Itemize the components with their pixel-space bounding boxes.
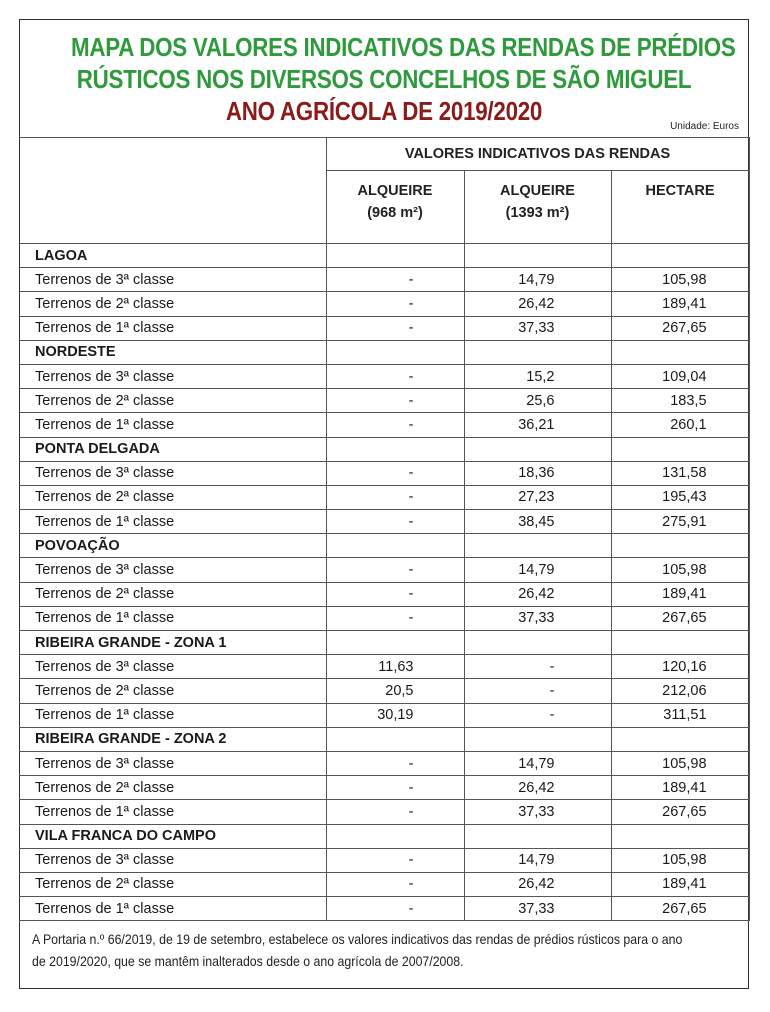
value-alqueire-1393: 14,79 (464, 848, 611, 872)
value-alqueire-968: - (326, 776, 464, 800)
table-row (19, 389, 749, 413)
value-hectare: 105,98 (611, 268, 749, 292)
region-empty-cell (326, 631, 464, 655)
footnote-line-1: A Portaria n.º 66/2019, de 19 de setembro, estabelece os valores indicativos das rendas de prédios rústicos para o ano (32, 931, 683, 947)
value-alqueire-1393: 26,42 (464, 872, 611, 896)
value-hectare: 189,41 (611, 292, 749, 316)
value-alqueire-968: 11,63 (326, 655, 464, 679)
value-alqueire-968: - (326, 316, 464, 340)
region-empty-cell (326, 824, 464, 848)
value-alqueire-968: - (326, 510, 464, 534)
region-empty-cell (326, 534, 464, 558)
column-header-line2: (968 m²) (367, 205, 423, 221)
document-frame (19, 19, 749, 989)
table-row (19, 703, 749, 727)
value-hectare: 189,41 (611, 582, 749, 606)
value-alqueire-968: - (326, 897, 464, 921)
value-alqueire-968: - (326, 606, 464, 630)
value-alqueire-1393: 36,21 (464, 413, 611, 437)
region-empty-cell (464, 534, 611, 558)
region-empty-cell (464, 244, 611, 268)
value-hectare: 105,98 (611, 558, 749, 582)
value-alqueire-1393: 25,6 (464, 389, 611, 413)
table-row (19, 897, 749, 921)
column-header-line2: (1393 m²) (505, 205, 570, 221)
value-alqueire-968: - (326, 364, 464, 388)
row-label: Terrenos de 2ª classe (19, 872, 326, 896)
column-header-hectare (611, 171, 749, 244)
header (20, 20, 748, 137)
region-name: PONTA DELGADA (19, 437, 326, 461)
row-label: Terrenos de 1ª classe (19, 800, 326, 824)
region-empty-cell (464, 437, 611, 461)
table-row (19, 655, 749, 679)
region-row (19, 824, 749, 848)
row-label: Terrenos de 1ª classe (19, 897, 326, 921)
column-header-line1: ALQUEIRE (500, 183, 575, 199)
value-hectare: 267,65 (611, 897, 749, 921)
value-alqueire-968: - (326, 292, 464, 316)
value-alqueire-1393: 26,42 (464, 292, 611, 316)
footnote-line-2: de 2019/2020, que se mantêm inalterados desde o ano agrícola de 2007/2008. (32, 953, 464, 969)
column-header-line1: HECTARE (645, 183, 715, 199)
value-alqueire-1393: - (464, 679, 611, 703)
value-alqueire-968: - (326, 485, 464, 509)
title-line-2: RÚSTICOS NOS DIVERSOS CONCELHOS DE SÃO MIGUEL (76, 64, 692, 94)
row-label: Terrenos de 2ª classe (19, 582, 326, 606)
table-row (19, 364, 749, 388)
value-alqueire-1393: 18,36 (464, 461, 611, 485)
value-alqueire-1393: 27,23 (464, 485, 611, 509)
row-label: Terrenos de 2ª classe (19, 679, 326, 703)
column-header-alqueire-968 (326, 171, 464, 244)
table-row (19, 268, 749, 292)
value-alqueire-1393: 14,79 (464, 558, 611, 582)
value-alqueire-968: - (326, 558, 464, 582)
value-alqueire-1393: 14,79 (464, 268, 611, 292)
region-empty-cell (611, 437, 749, 461)
region-row (19, 727, 749, 751)
value-alqueire-1393: 37,33 (464, 606, 611, 630)
row-label: Terrenos de 1ª classe (19, 510, 326, 534)
value-alqueire-968: - (326, 461, 464, 485)
region-empty-cell (326, 727, 464, 751)
table-row (19, 872, 749, 896)
value-alqueire-1393: 37,33 (464, 897, 611, 921)
title-line-1: MAPA DOS VALORES INDICATIVOS DAS RENDAS DE PRÉDIOS (70, 32, 736, 62)
value-hectare: 195,43 (611, 485, 749, 509)
region-name: POVOAÇÃO (19, 534, 326, 558)
value-alqueire-968: - (326, 872, 464, 896)
value-hectare: 260,1 (611, 413, 749, 437)
value-alqueire-968: 20,5 (326, 679, 464, 703)
region-empty-cell (326, 340, 464, 364)
value-hectare: 275,91 (611, 510, 749, 534)
value-hectare: 311,51 (611, 703, 749, 727)
table-row (19, 413, 749, 437)
table-row (19, 582, 749, 606)
region-name: LAGOA (19, 244, 326, 268)
region-row (19, 534, 749, 558)
value-alqueire-1393: 26,42 (464, 582, 611, 606)
region-empty-cell (326, 437, 464, 461)
region-row (19, 244, 749, 268)
value-hectare: 267,65 (611, 316, 749, 340)
value-alqueire-968: - (326, 413, 464, 437)
row-label: Terrenos de 2ª classe (19, 776, 326, 800)
value-alqueire-1393: 38,45 (464, 510, 611, 534)
region-row (19, 340, 749, 364)
table-row (19, 558, 749, 582)
region-name: NORDESTE (19, 340, 326, 364)
row-label: Terrenos de 3ª classe (19, 461, 326, 485)
table-row (19, 751, 749, 775)
table-row (19, 485, 749, 509)
region-empty-cell (611, 340, 749, 364)
row-label: Terrenos de 1ª classe (19, 703, 326, 727)
value-alqueire-1393: 37,33 (464, 316, 611, 340)
region-empty-cell (326, 244, 464, 268)
row-label: Terrenos de 2ª classe (19, 389, 326, 413)
column-header-alqueire-1393 (464, 171, 611, 244)
table-row (19, 510, 749, 534)
region-name: RIBEIRA GRANDE - ZONA 2 (19, 727, 326, 751)
table-row (19, 800, 749, 824)
value-alqueire-1393: - (464, 703, 611, 727)
table-row (19, 776, 749, 800)
region-empty-cell (611, 727, 749, 751)
row-label: Terrenos de 2ª classe (19, 485, 326, 509)
column-header-line1: ALQUEIRE (357, 183, 433, 199)
value-hectare: 189,41 (611, 776, 749, 800)
table-row (19, 679, 749, 703)
table-body (19, 244, 749, 921)
value-hectare: 189,41 (611, 872, 749, 896)
value-hectare: 131,58 (611, 461, 749, 485)
unit-label: Unidade: Euros (670, 121, 739, 132)
row-label: Terrenos de 3ª classe (19, 364, 326, 388)
row-label: Terrenos de 1ª classe (19, 413, 326, 437)
value-hectare: 267,65 (611, 800, 749, 824)
value-alqueire-968: 30,19 (326, 703, 464, 727)
region-empty-cell (464, 631, 611, 655)
value-alqueire-1393: 26,42 (464, 776, 611, 800)
value-hectare: 105,98 (611, 751, 749, 775)
row-label: Terrenos de 3ª classe (19, 268, 326, 292)
table-row (19, 848, 749, 872)
region-empty-cell (611, 631, 749, 655)
title-year: ANO AGRÍCOLA DE 2019/2020 (225, 96, 543, 126)
value-hectare: 212,06 (611, 679, 749, 703)
value-hectare: 105,98 (611, 848, 749, 872)
value-hectare: 183,5 (611, 389, 749, 413)
table-row (19, 316, 749, 340)
region-empty-cell (464, 340, 611, 364)
value-alqueire-968: - (326, 389, 464, 413)
row-label: Terrenos de 3ª classe (19, 655, 326, 679)
region-empty-cell (611, 824, 749, 848)
value-alqueire-968: - (326, 268, 464, 292)
row-label: Terrenos de 3ª classe (19, 848, 326, 872)
row-label: Terrenos de 3ª classe (19, 558, 326, 582)
region-name: VILA FRANCA DO CAMPO (19, 824, 326, 848)
value-hectare: 120,16 (611, 655, 749, 679)
table-row (19, 292, 749, 316)
region-empty-cell (464, 727, 611, 751)
row-label: Terrenos de 1ª classe (19, 606, 326, 630)
value-alqueire-968: - (326, 582, 464, 606)
region-name: RIBEIRA GRANDE - ZONA 1 (19, 631, 326, 655)
row-label: Terrenos de 2ª classe (19, 292, 326, 316)
value-alqueire-1393: 37,33 (464, 800, 611, 824)
value-alqueire-1393: 14,79 (464, 751, 611, 775)
rent-values-table (19, 137, 750, 921)
table-row (19, 461, 749, 485)
value-alqueire-968: - (326, 848, 464, 872)
row-label: Terrenos de 1ª classe (19, 316, 326, 340)
value-alqueire-968: - (326, 800, 464, 824)
value-alqueire-968: - (326, 751, 464, 775)
footnote (32, 928, 736, 972)
table-row (19, 606, 749, 630)
row-label: Terrenos de 3ª classe (19, 751, 326, 775)
region-row (19, 631, 749, 655)
group-header: VALORES INDICATIVOS DAS RENDAS (326, 138, 749, 171)
region-empty-cell (464, 824, 611, 848)
region-empty-cell (611, 244, 749, 268)
region-empty-cell (611, 534, 749, 558)
value-alqueire-1393: 15,2 (464, 364, 611, 388)
value-hectare: 267,65 (611, 606, 749, 630)
empty-corner-cell (19, 138, 326, 244)
value-alqueire-1393: - (464, 655, 611, 679)
region-row (19, 437, 749, 461)
table-group-header-row (19, 138, 749, 171)
value-hectare: 109,04 (611, 364, 749, 388)
